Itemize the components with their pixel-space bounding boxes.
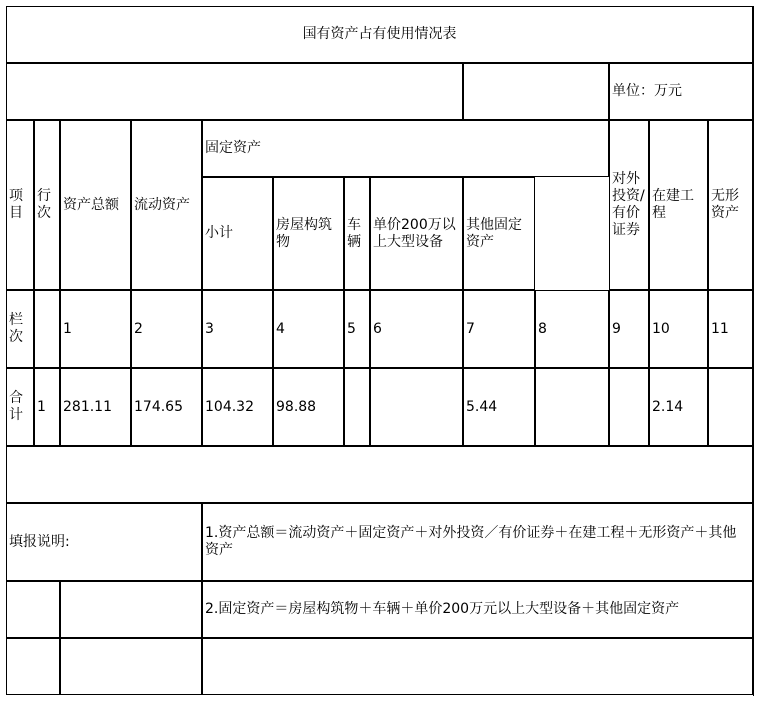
header-intangible: 无形资产	[708, 120, 753, 290]
other-assets-value	[708, 368, 753, 446]
note-2: 2.固定资产＝房屋构筑物＋车辆＋单价200万元以上大型设备＋其他固定资产	[202, 581, 753, 638]
intangible-value: 2.14	[649, 368, 708, 446]
current-assets-value: 174.65	[131, 368, 202, 446]
blank-cell	[6, 638, 60, 695]
column-number: 9	[609, 290, 649, 368]
column-number: 6	[370, 290, 463, 368]
blank-cell	[60, 581, 202, 638]
blank-cell	[6, 63, 463, 120]
header-buildings: 房屋构筑物	[273, 177, 344, 290]
header-fixed-group: 固定资产	[202, 120, 609, 177]
note-1: 1.资产总额＝流动资产＋固定资产＋对外投资／有价证券＋在建工程＋无形资产＋其他资产	[202, 503, 753, 581]
other-fixed-value: 5.44	[463, 368, 535, 446]
total-row-label: 合计	[6, 368, 34, 446]
header-construction: 在建工程	[649, 120, 708, 290]
header-current: 流动资产	[131, 120, 202, 290]
right-border-line	[753, 6, 754, 696]
header-subtotal: 小计	[202, 177, 273, 290]
construction-value	[609, 368, 649, 446]
header-item: 项目	[6, 120, 34, 290]
column-number: 2	[131, 290, 202, 368]
fixed-subtotal-value: 104.32	[202, 368, 273, 446]
column-number: 7	[463, 290, 535, 368]
header-other-fixed: 其他固定资产	[463, 177, 535, 290]
column-number: 5	[344, 290, 370, 368]
total-row-no: 1	[34, 368, 60, 446]
blank-cell	[463, 63, 609, 120]
unit-label: 单位：万元	[609, 63, 753, 120]
column-numbers-label: 栏次	[6, 290, 34, 368]
column-number: 3	[202, 290, 273, 368]
blank-cell	[6, 581, 60, 638]
column-number: 8	[535, 290, 609, 368]
state-assets-table	[6, 6, 753, 695]
notes-label: 填报说明:	[6, 503, 202, 581]
header-vehicles: 车辆	[344, 177, 370, 290]
blank-cell	[60, 638, 202, 695]
header-row-no: 行次	[34, 120, 60, 290]
blank-row	[6, 446, 753, 503]
column-number: 11	[708, 290, 753, 368]
large-equip-value	[370, 368, 463, 446]
table-title: 国有资产占有使用情况表	[6, 6, 753, 63]
column-number: 10	[649, 290, 708, 368]
header-total: 资产总额	[60, 120, 131, 290]
blank-cell	[34, 290, 60, 368]
column-number: 4	[273, 290, 344, 368]
total-assets-value: 281.11	[60, 368, 131, 446]
vehicles-value	[344, 368, 370, 446]
buildings-value: 98.88	[273, 368, 344, 446]
investment-value	[535, 368, 609, 446]
header-investment: 对外投资/有价证券	[609, 120, 649, 290]
header-large-equip: 单价200万以上大型设备	[370, 177, 463, 290]
column-number: 1	[60, 290, 131, 368]
blank-cell	[202, 638, 753, 695]
